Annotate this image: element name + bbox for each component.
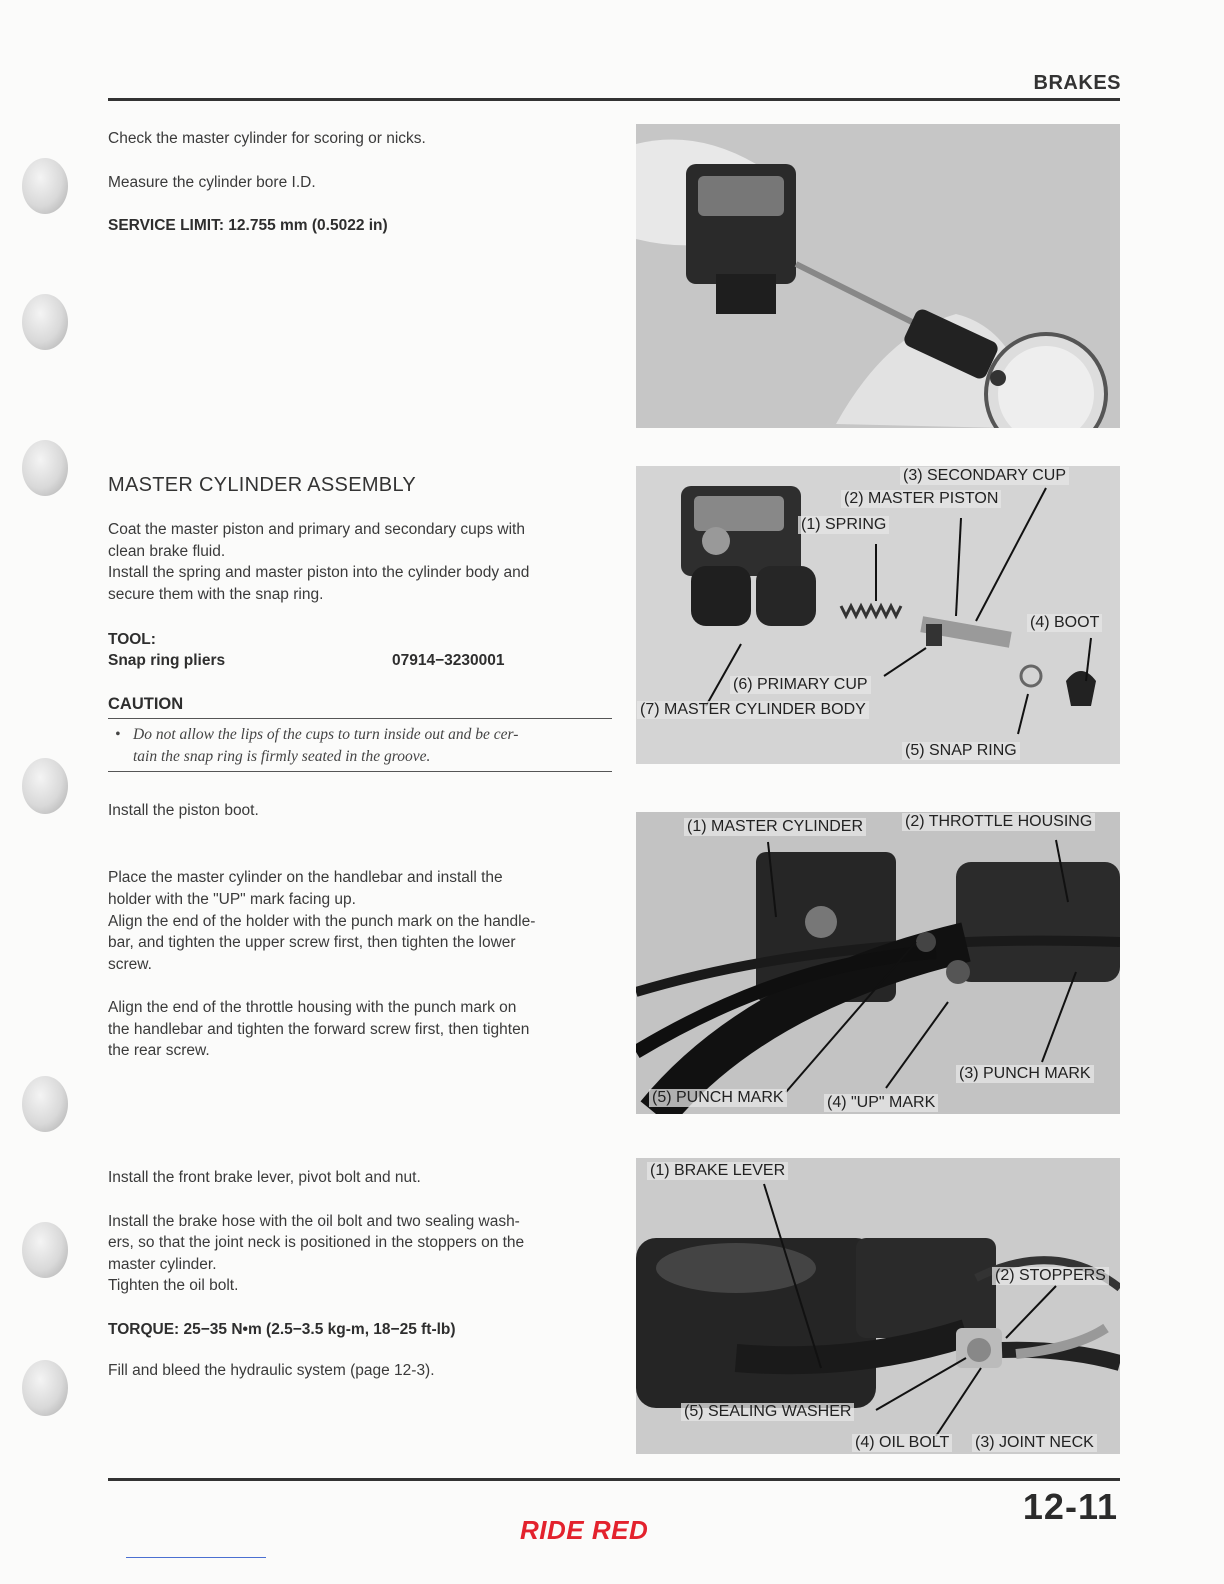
body-text: the rear screw. <box>108 1042 210 1059</box>
callout-oil-bolt: (4) OIL BOLT <box>852 1434 952 1452</box>
callout-punch-mark-3: (3) PUNCH MARK <box>956 1065 1094 1083</box>
service-limit: SERVICE LIMIT: 12.755 mm (0.5022 in) <box>108 217 388 234</box>
callout-master-piston: (2) MASTER PISTON <box>841 490 1001 508</box>
binder-hole <box>22 294 68 350</box>
callout-spring: (1) SPRING <box>798 516 889 534</box>
binder-hole <box>22 1222 68 1278</box>
body-text: Place the master cylinder on the handlebar and install the <box>108 869 503 886</box>
body-text: ers, so that the joint neck is positioned in the stoppers on the <box>108 1234 525 1251</box>
check-scoring-text: Check the master cylinder for scoring or nicks. <box>108 130 426 147</box>
torque-spec: TORQUE: 25−35 N•m (2.5−3.5 kg-m, 18−25 ft-lb) <box>108 1321 456 1338</box>
callout-throttle-housing: (2) THROTTLE HOUSING <box>902 813 1095 831</box>
tool-name: Snap ring pliers <box>108 652 226 669</box>
callout-stoppers: (2) STOPPERS <box>992 1267 1109 1285</box>
body-text: screw. <box>108 956 152 973</box>
callout-master-cylinder-body: (7) MASTER CYLINDER BODY <box>637 701 869 719</box>
callout-master-cylinder: (1) MASTER CYLINDER <box>684 818 866 836</box>
photo-measure-bore <box>636 124 1120 428</box>
page-number: 12-11 <box>1022 1486 1118 1527</box>
callout-up-mark: (4) "UP" MARK <box>824 1094 938 1112</box>
body-text: Install the brake hose with the oil bolt and two sealing wash- <box>108 1213 520 1230</box>
body-text: Align the end of the throttle housing with the punch mark on <box>108 999 517 1016</box>
section-heading: MASTER CYLINDER ASSEMBLY <box>108 474 417 496</box>
body-text: Tighten the oil bolt. <box>108 1277 239 1294</box>
body-text: Fill and bleed the hydraulic system (page 12-3). <box>108 1362 435 1379</box>
binder-hole <box>22 158 68 214</box>
header-rule <box>108 98 1120 101</box>
footer-brand-logo: RIDE RED <box>520 1515 649 1545</box>
measure-bore-text: Measure the cylinder bore I.D. <box>108 174 316 191</box>
body-text: clean brake fluid. <box>108 543 226 560</box>
callout-secondary-cup: (3) SECONDARY CUP <box>900 467 1069 485</box>
callout-boot: (4) BOOT <box>1027 614 1102 632</box>
body-text: Install the piston boot. <box>108 802 259 819</box>
body-text: Coat the master piston and primary and secondary cups with <box>108 521 525 538</box>
callout-joint-neck: (3) JOINT NECK <box>972 1434 1097 1452</box>
photo-handlebar-mount <box>636 812 1120 1114</box>
callout-brake-lever: (1) BRAKE LEVER <box>647 1162 788 1180</box>
binder-hole <box>22 1076 68 1132</box>
binder-hole <box>22 758 68 814</box>
body-text: master cylinder. <box>108 1256 217 1273</box>
photo-assembly-parts <box>636 466 1120 764</box>
binder-hole <box>22 440 68 496</box>
caution-label: CAUTION <box>108 695 184 713</box>
caution-divider <box>108 718 612 719</box>
tool-label: TOOL: <box>108 631 156 648</box>
caution-text: tain the snap ring is firmly seated in the groove. <box>133 748 431 765</box>
body-text: the handlebar and tighten the forward screw first, then tighten <box>108 1021 530 1038</box>
body-text: Install the front brake lever, pivot bolt and nut. <box>108 1169 421 1186</box>
caution-bullet: • <box>115 726 121 743</box>
caution-divider <box>108 771 612 772</box>
bottom-underline <box>126 1557 266 1558</box>
body-text: Align the end of the holder with the punch mark on the handle- <box>108 913 536 930</box>
callout-sealing-washer: (5) SEALING WASHER <box>681 1403 854 1421</box>
callout-punch-mark-5: (5) PUNCH MARK <box>649 1089 787 1107</box>
photo-brake-lever <box>636 1158 1120 1454</box>
body-text: bar, and tighten the upper screw first, then tighten the lower <box>108 934 516 951</box>
caution-text: Do not allow the lips of the cups to turn inside out and be cer- <box>133 726 519 743</box>
body-text: secure them with the snap ring. <box>108 586 324 603</box>
footer-rule <box>108 1478 1120 1481</box>
binder-hole <box>22 1360 68 1416</box>
page-header-title: BRAKES <box>1033 72 1121 94</box>
body-text: holder with the "UP" mark facing up. <box>108 891 356 908</box>
tool-number: 07914−3230001 <box>392 652 505 669</box>
body-text: Install the spring and master piston into the cylinder body and <box>108 564 530 581</box>
callout-primary-cup: (6) PRIMARY CUP <box>730 676 871 694</box>
callout-snap-ring: (5) SNAP RING <box>902 742 1020 760</box>
